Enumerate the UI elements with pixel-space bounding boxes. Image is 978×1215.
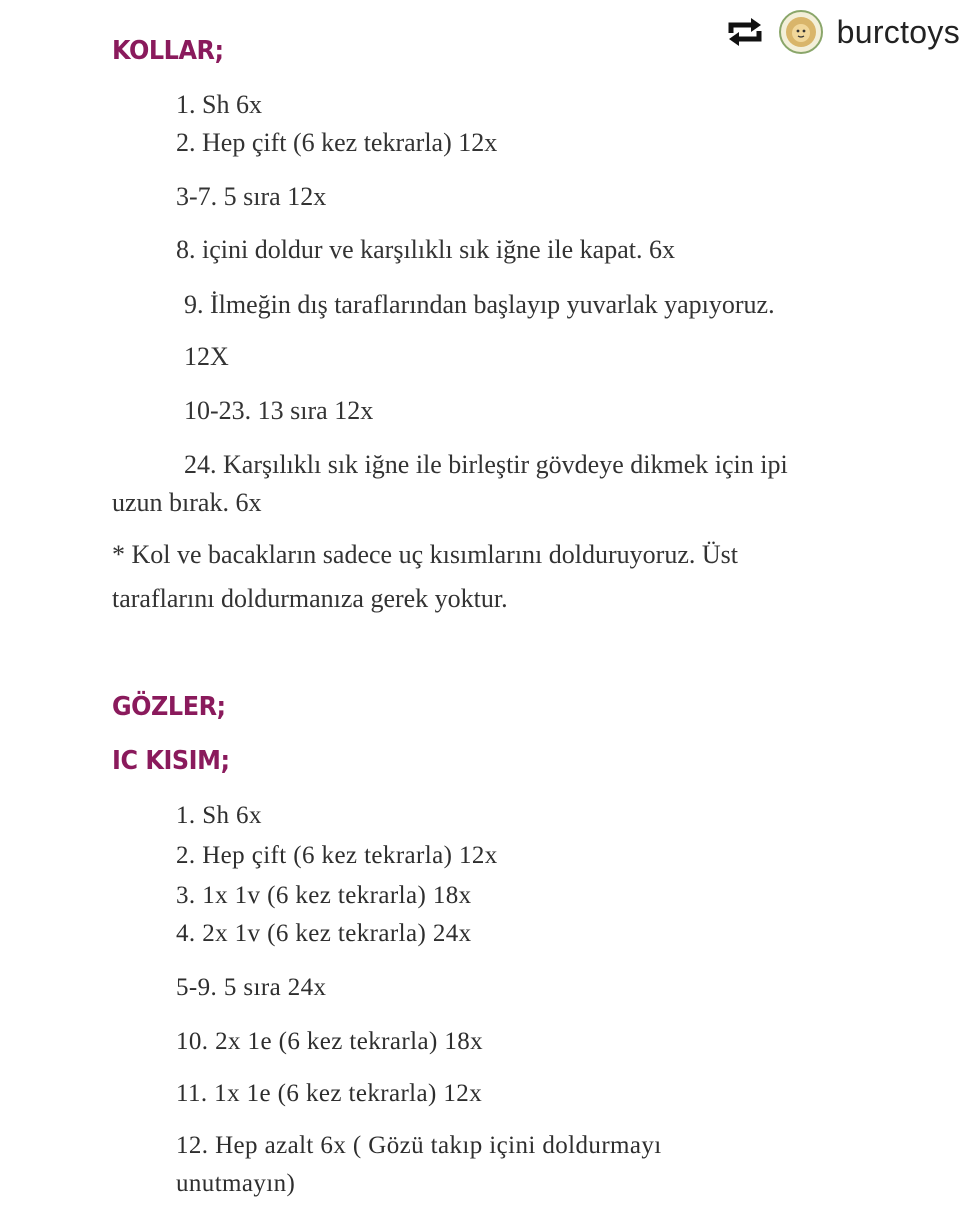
kollar-step-line: 1. Sh 6x (176, 90, 262, 119)
kollar-note-line: taraflarını doldurmanıza gerek yoktur. (112, 584, 508, 613)
repost-icon (725, 15, 765, 49)
kollar-step-line: 3-7. 5 sıra 12x (176, 182, 327, 211)
section-heading-kollar: KOLLAR; (112, 36, 224, 66)
kollar-step-line: 24. Karşılıklı sık iğne ile birleştir gövdeye dikmek için ipi (184, 450, 788, 479)
kollar-note-line: * Kol ve bacakların sadece uç kısımlarını dolduruyoruz. Üst (112, 540, 738, 569)
gozler-step-line: 2. Hep çift (6 kez tekrarla) 12x (176, 842, 498, 869)
gozler-step-line: 1. Sh 6x (176, 802, 262, 829)
gozler-step-line: unutmayın) (176, 1170, 296, 1197)
gozler-step-line: 4. 2x 1v (6 kez tekrarla) 24x (176, 920, 472, 947)
repost-attribution (725, 10, 960, 54)
gozler-step-line: 10. 2x 1e (6 kez tekrarla) 18x (176, 1028, 484, 1055)
gozler-step-line: 12. Hep azalt 6x ( Gözü takıp içini doldurmayı (176, 1132, 662, 1159)
section-heading-gozler: GÖZLER; (112, 692, 226, 722)
kollar-step-line: 10-23. 13 sıra 12x (184, 396, 374, 425)
gozler-step-line: 5-9. 5 sıra 24x (176, 974, 327, 1001)
gozler-step-line: 3. 1x 1v (6 kez tekrarla) 18x (176, 882, 472, 909)
kollar-step-line: 2. Hep çift (6 kez tekrarla) 12x (176, 128, 498, 157)
kollar-step-line: 9. İlmeğin dış taraflarından başlayıp yuvarlak yapıyoruz. (184, 290, 775, 319)
section-subheading-ic-kisim: IC KISIM; (112, 746, 230, 776)
kollar-step-line: 12X (184, 342, 229, 371)
kollar-step-line: uzun bırak. 6x (112, 488, 262, 517)
kollar-step-line: 8. içini doldur ve karşılıklı sık iğne ile kapat. 6x (176, 235, 675, 264)
username[interactable]: burctoys (836, 13, 960, 50)
gozler-step-line: 11. 1x 1e (6 kez tekrarla) 12x (176, 1080, 483, 1107)
lion-avatar-icon[interactable] (779, 10, 823, 54)
